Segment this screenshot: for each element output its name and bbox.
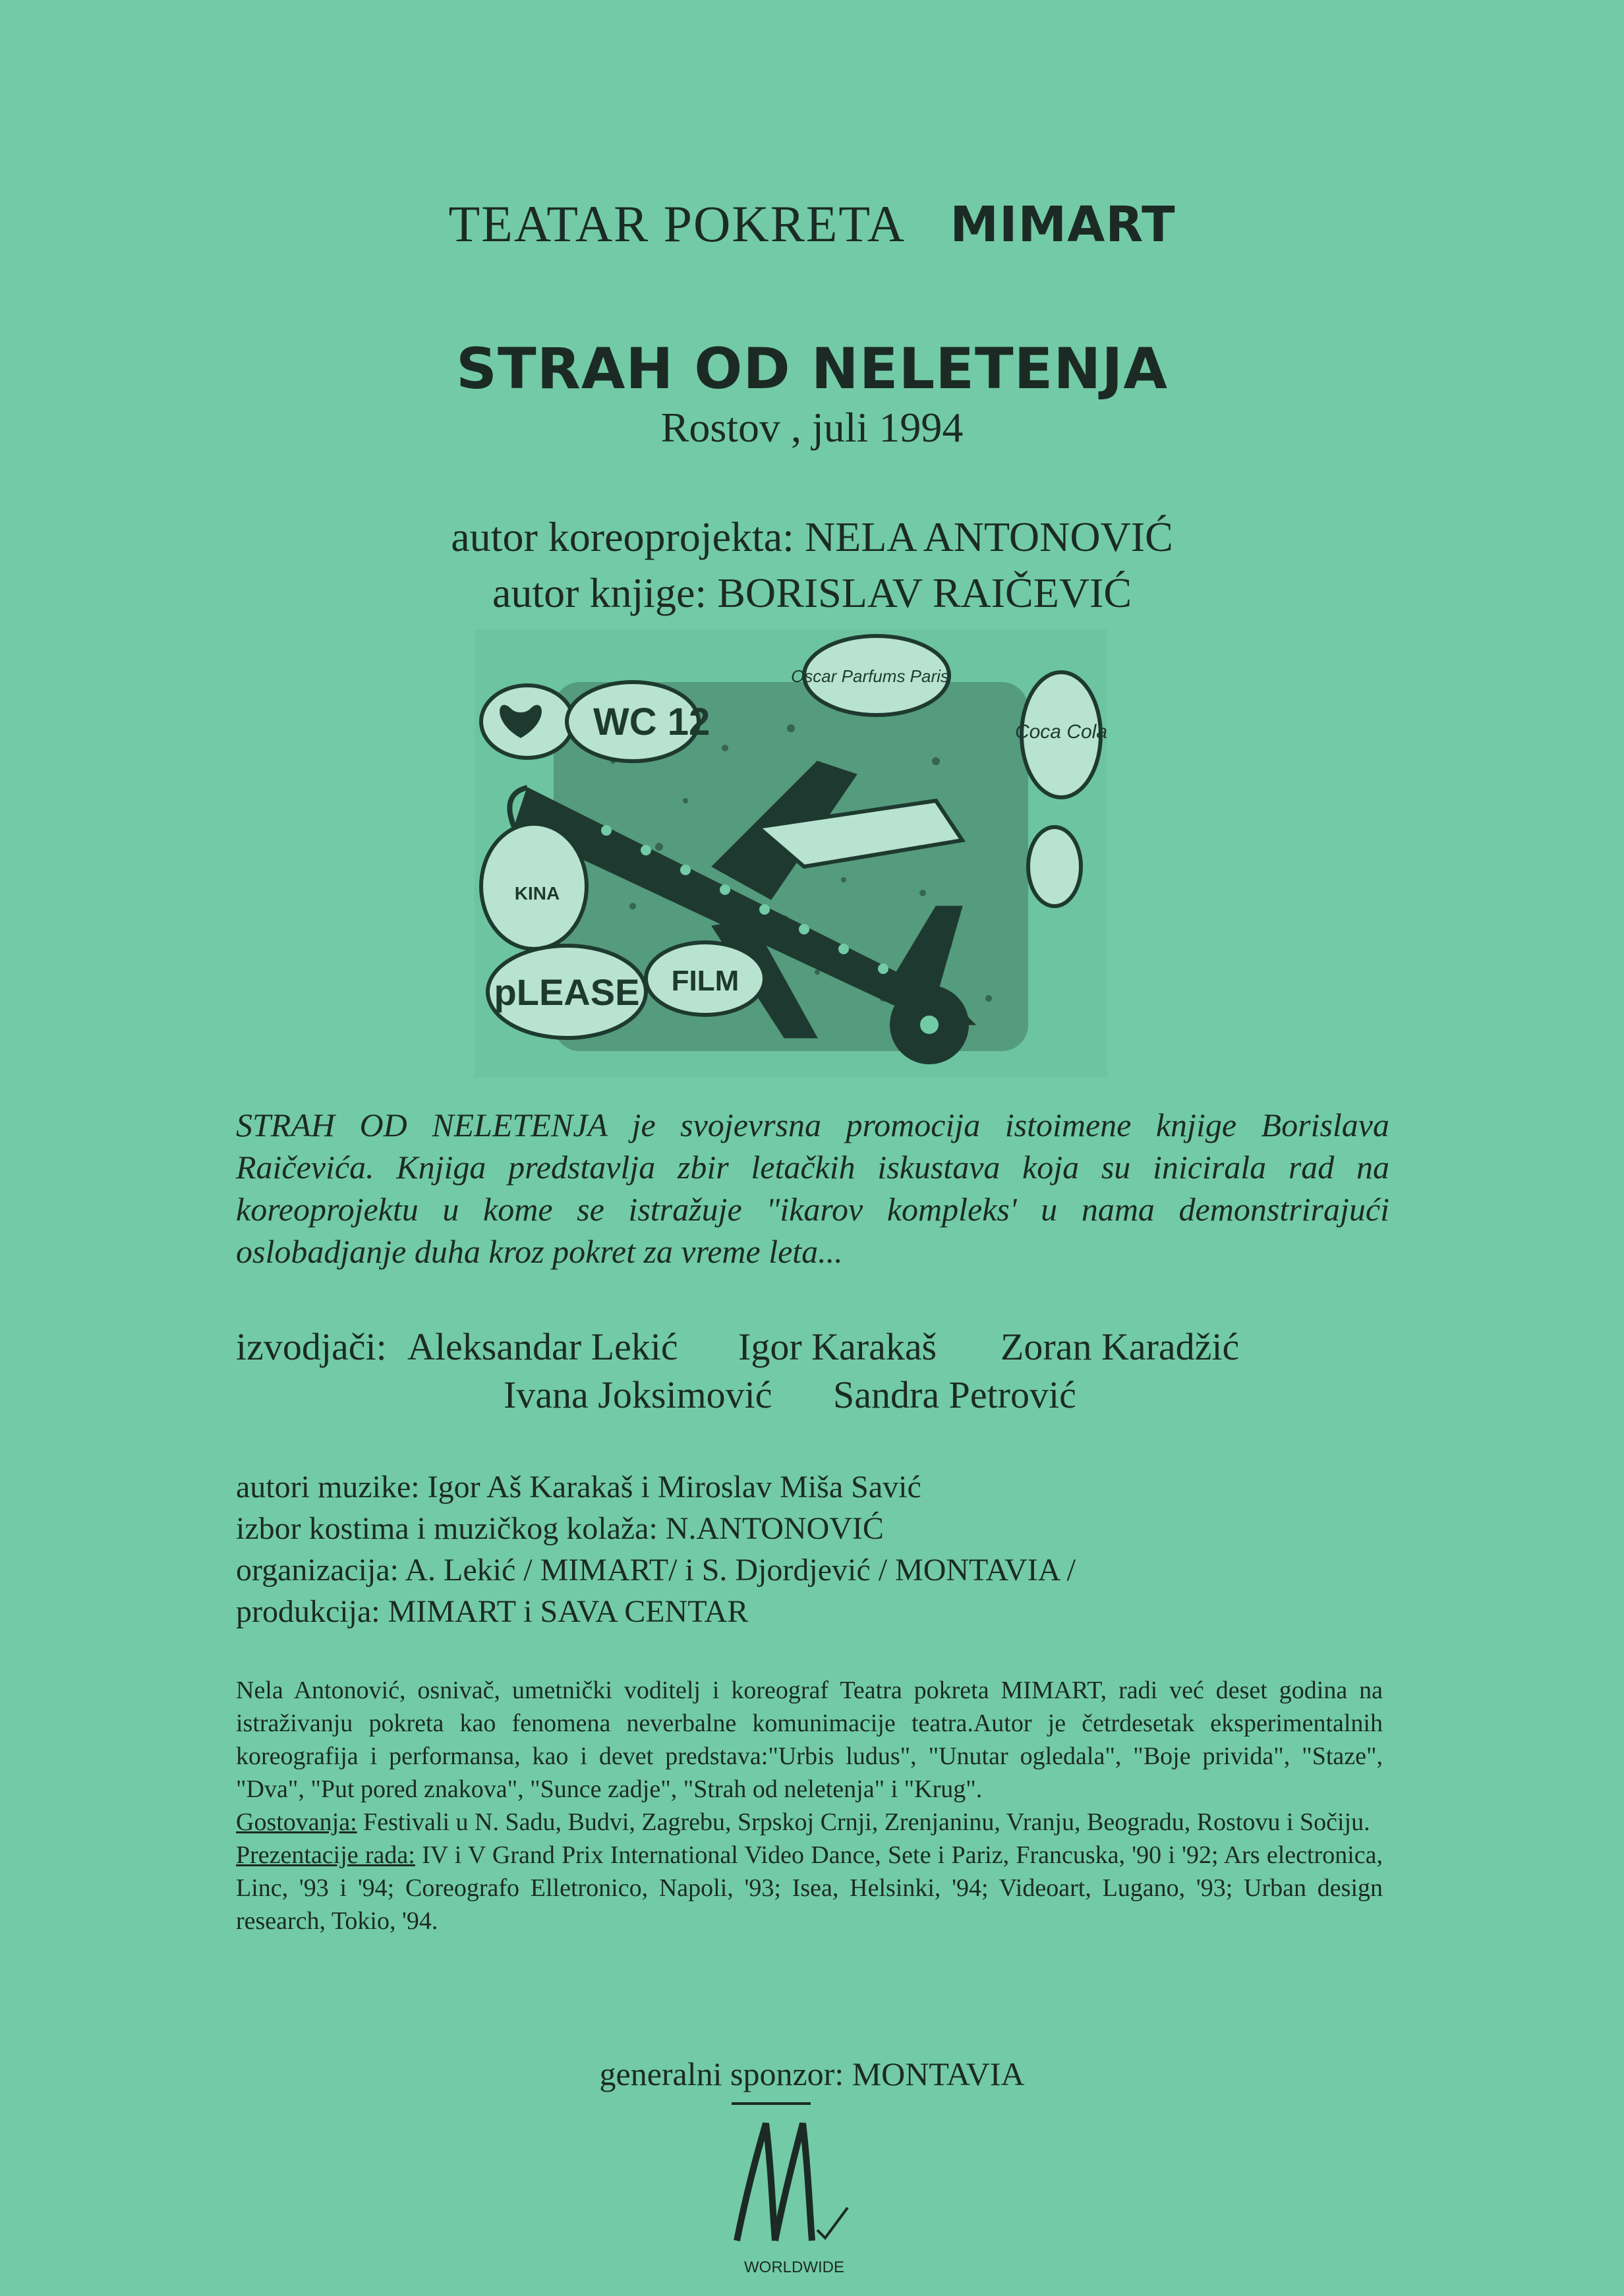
logo-check-icon xyxy=(817,2208,848,2238)
illustration-label: FILM xyxy=(671,965,740,997)
choreographer-bio xyxy=(236,1674,1383,1937)
crew-line: produkcija: MIMART i SAVA CENTAR xyxy=(236,1594,749,1629)
performer-name: Sandra Petrović xyxy=(833,1373,1076,1416)
presentations-text: IV i V Grand Prix International Video Dance, Sete i Pariz, Francuska, '90 i '92; Ars electronica, Linc, '93 i '94; Coreografo Elletronico, Napoli, '93; Isea, Helsinki, '94; Videoart, Lugano, '93; Urban design research, Tokio, '94. xyxy=(236,1841,1383,1935)
illustration-label: Oscar Parfums Paris xyxy=(791,666,949,686)
airplane-collage-illustration xyxy=(475,629,1107,1077)
logo-stroke xyxy=(737,2123,775,2241)
illustration-label: Coca Cola xyxy=(1014,721,1107,743)
bio-tours xyxy=(236,1806,1383,1839)
crew-line: organizacija: A. Lekić / MIMART/ i S. Djordjević / MONTAVIA / xyxy=(236,1553,1076,1588)
crew-line: autori muzike: Igor Aš Karakaš i Miroslav Miša Savić xyxy=(236,1470,921,1505)
bio-intro: Nela Antonović, osnivač, umetnički voditelj i koreograf Teatra pokreta MIMART, radi već deset godina na istraživanju pokreta kao fenomena neverbalne komunimacije teatra.Autor je četrdesetak eksperimentalnih koreografija i performansa, kao i devet predstava:"Urbis ludus", "Unutar ogledala", "Boje privida", "Staze", "Dva", "Put pored znakova", "Sunce zadje", "Strah od neletenja" i "Krug". xyxy=(236,1677,1383,1803)
choreography-credit xyxy=(0,511,1624,563)
choreography-label: autor koreoprojekta: xyxy=(451,513,794,560)
theatre-title xyxy=(0,194,1624,254)
description-text: je svojevrsna promocija istoimene knjige Borislava Raičevića. Knjiga predstavlja zbir letačkih iskustava koja su inicirala rad na koreoprojektu u kome se istražuje "ikarov kompleks' u nama demonstrirajući oslobadjanje duha kroz pokret za vreme leta... xyxy=(236,1106,1389,1270)
sponsor-divider xyxy=(732,2102,811,2105)
performer-name: Zoran Karadžić xyxy=(1000,1325,1240,1368)
theatre-name: TEATAR POKRETA xyxy=(448,195,903,252)
show-description xyxy=(236,1104,1389,1273)
book-author: BORISLAV RAIČEVIĆ xyxy=(717,569,1132,616)
tours-label: Gostovanja: xyxy=(236,1808,357,1836)
montavia-logo xyxy=(718,2109,870,2280)
crew-credits xyxy=(236,1466,1076,1632)
logo-stroke xyxy=(775,2123,812,2241)
place-date: Rostov , juli 1994 xyxy=(660,404,964,451)
performer-name: Igor Karakaš xyxy=(738,1325,937,1368)
performer-name: Aleksandar Lekić xyxy=(407,1325,678,1368)
theatre-brand: MIMART xyxy=(950,196,1176,253)
choreography-author: NELA ANTONOVIĆ xyxy=(804,513,1173,560)
crew-line: izbor kostima i muzičkog kolaža: N.ANTONOVIĆ xyxy=(236,1511,884,1546)
description-title-ref: STRAH OD NELETENJA xyxy=(236,1106,608,1143)
book-label: autor knjige: xyxy=(492,569,707,616)
show-title: STRAH OD NELETENJA xyxy=(456,336,1168,402)
bio-presentations xyxy=(236,1839,1383,1937)
performer-name: Ivana Joksimović xyxy=(504,1373,772,1416)
presentations-label: Prezentacije rada: xyxy=(236,1841,415,1869)
illustration-label: WC 12 xyxy=(593,701,710,743)
tours-text: Festivali u N. Sadu, Budvi, Zagrebu, Srpskoj Crnji, Zrenjaninu, Vranju, Beogradu, Rostovu i Sočiju. xyxy=(357,1808,1370,1836)
sponsor-line: generalni sponzor: MONTAVIA xyxy=(599,2055,1025,2092)
performers-label: izvodjači: xyxy=(236,1325,387,1368)
logo-text: WORLDWIDE xyxy=(744,2258,844,2276)
illustration-label: KINA xyxy=(514,883,560,904)
illustration-label: pLEASE xyxy=(494,971,640,1013)
book-credit xyxy=(0,567,1624,619)
